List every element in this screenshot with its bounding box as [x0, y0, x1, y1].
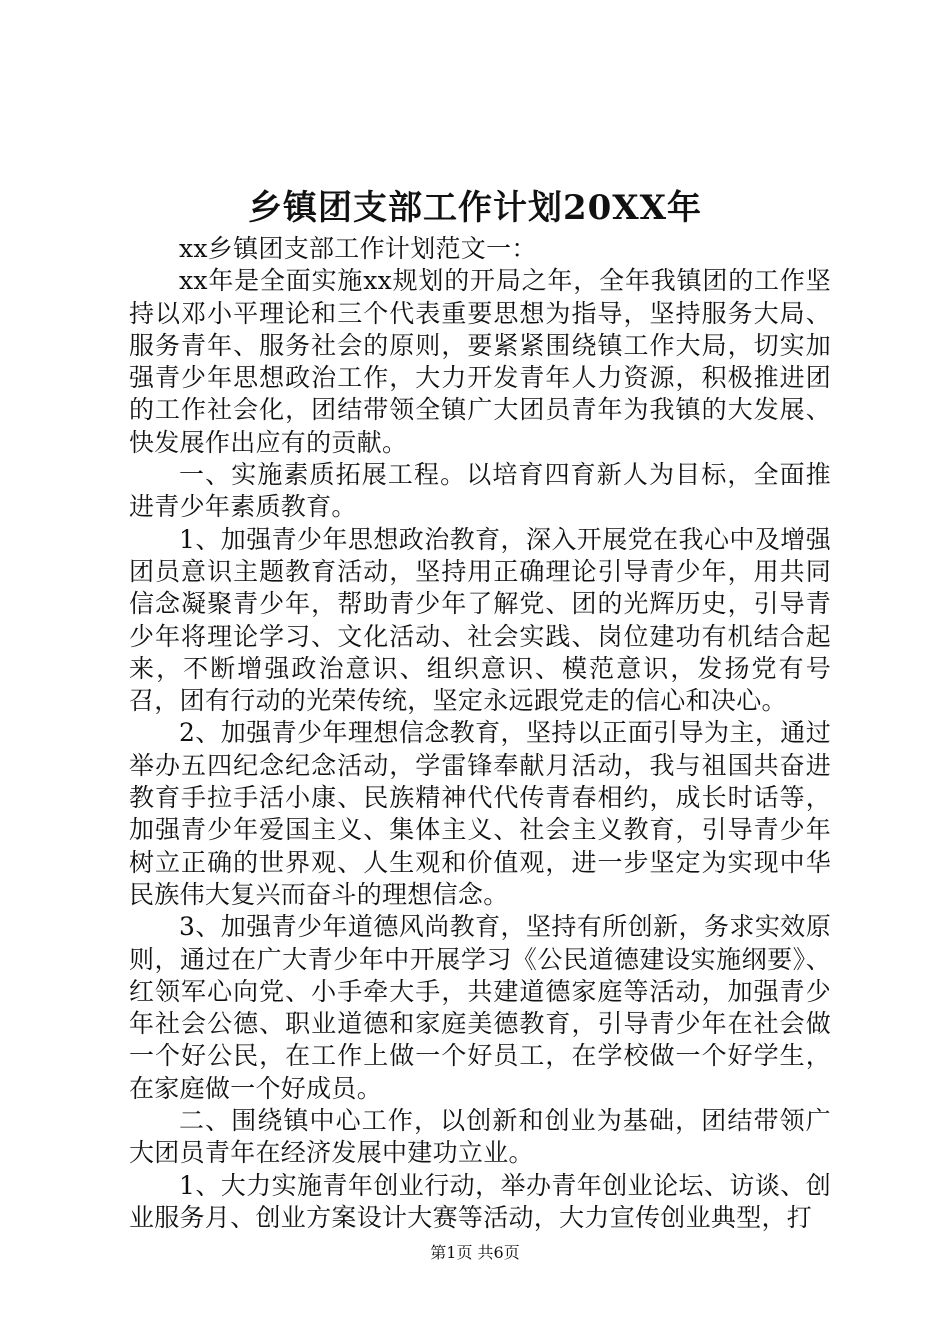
- paragraph-section-two-item-1: 1、大力实施青年创业行动，举办青年创业论坛、访谈、创业服务月、创业方案设计大赛等活动，大力宣传创业典型，打: [129, 1170, 831, 1232]
- paragraph-item-1: 1、加强青少年思想政治教育，深入开展党在我心中及增强团员意识主题教育活动，坚持用正确理论引导青少年，用共同信念凝聚青少年，帮助青少年了解党、团的光辉历史，引导青少年将理论学习、文化活动、社会实践、岗位建功有机结合起来，不断增强政治意识、组织意识、模范意识，发扬党有号召，团有行动的光荣传统，坚定永远跟党走的信心和决心。: [129, 524, 831, 716]
- paragraph-item-3: 3、加强青少年道德风尚教育，坚持有所创新，务求实效原则，通过在广大青少年中开展学习《公民道德建设实施纲要》、红领军心向党、小手牵大手，共建道德家庭等活动，加强青少年社会公德、职业道德和家庭美德教育，引导青少年在社会做一个好公民，在工作上做一个好员工，在学校做一个好学生，在家庭做一个好成员。: [129, 912, 831, 1103]
- page-number-footer: 第1页 共6页: [430, 1243, 520, 1262]
- paragraph-item-2: 2、加强青少年理想信念教育，坚持以正面引导为主，通过举办五四纪念纪念活动，学雷锋奉献月活动，我与祖国共奋进教育手拉手活小康、民族精神代代传青春相约，成长时话等，加强青少年爱国主义、集体主义、社会主义教育，引导青少年树立正确的世界观、人生观和价值观，进一步坚定为实现中华民族伟大复兴而奋斗的理想信念。: [129, 718, 831, 909]
- document-title: 乡镇团支部工作计划20XX年: [247, 188, 703, 228]
- document-body: [129, 233, 831, 1234]
- paragraph-section-two-heading: 二、围绕镇中心工作，以创新和创业为基础，团结带领广大团员青年在经济发展中建功立业。: [129, 1106, 831, 1168]
- paragraph-intro: xx乡镇团支部工作计划范文一：: [179, 234, 537, 263]
- paragraph-section-one-heading: 一、实施素质拓展工程。以培育四育新人为目标，全面推进青少年素质教育。: [129, 460, 831, 522]
- paragraph-overview: xx年是全面实施xx规划的开局之年，全年我镇团的工作坚持以邓小平理论和三个代表重要思想为指导，坚持服务大局、服务青年、服务社会的原则，要紧紧围绕镇工作大局，切实加强青少年思想政治工作，大力开发青年人力资源，积极推进团的工作社会化，团结带领全镇广大团员青年为我镇的大发展、快发展作出应有的贡献。: [129, 266, 831, 457]
